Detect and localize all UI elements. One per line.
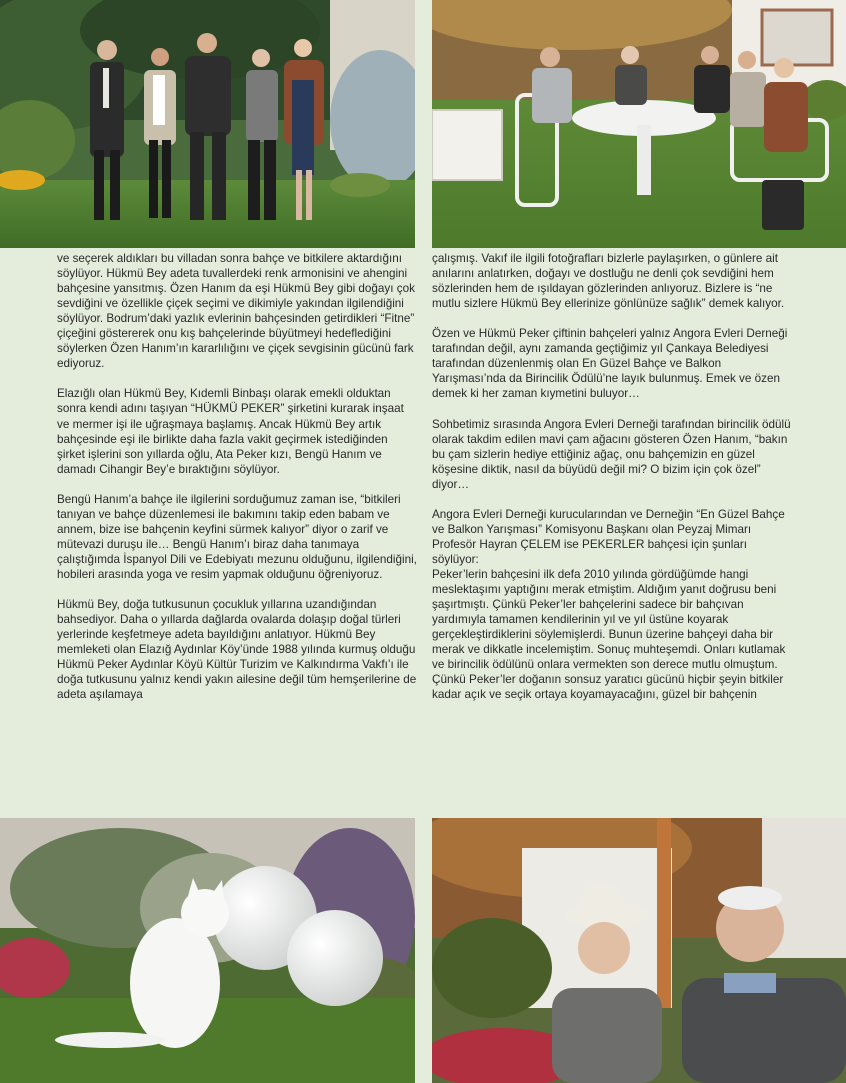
garden-table-photo — [432, 0, 846, 248]
article-right-column — [432, 251, 794, 717]
right-paragraph-2: Özen ve Hükmü Peker çiftinin bahçeleri yalnız Angora Evleri Derneği tarafından değil, aynı zamanda geçtiğimiz yıl Çankaya Belediyesi tarafından düzenlenmiş olan En Güzel Bahçe ve Balkon Yarışması’nda da Birincilik Ödülü’ne layık bulunmuş. Emek ve özen demek ki her zaman kıymetini buluyor… — [432, 327, 788, 401]
family-group-photo — [0, 0, 415, 248]
left-paragraph-1: ve seçerek aldıkları bu villadan sonra bahçe ve bitkilere aktardığını söylüyor. Hükmü Bey adeta tuvallerdeki renk armonisini ve ahengini bahçesine yansıtmış. Özen Hanım da eşi Hükmü Bey gibi doğayı çok sevdiğini ve özellikle çiçek seçimi ve dikimiyle yakından ilgilendiğini söylüyor. Bodrum’daki yazlık evlerinin bahçesinden getirdikleri “Fitne” çiçeğini göstererek onu kış bahçelerinde büyütmeyi hedeflediğini söylerken Özen Hanım’ın kararlılığını ve çiçek sevgisinin gücünü fark ediyoruz. — [57, 252, 415, 371]
article-left-column — [57, 251, 417, 717]
right-paragraph-3: Sohbetimiz sırasında Angora Evleri Derneği tarafından birincilik ödülü olarak takdim edilen mavi çam ağacını gösteren Özen Hanım, “bakın bu çam sizlerin hediye ettiğiniz ağaç, onu bahçemizin en güzel köşesine diktik, nasıl da büyüdü değil mi? O bizim için çok özel” diyor… — [432, 417, 791, 491]
left-paragraph-4: Hükmü Bey, doğa tutkusunun çocukluk yıllarına uzandığından bahsediyor. Daha o yıllarda dağlarda ovalarda dolaşıp doğal türleri yerlerinde keşfetmeye adeta bayıldığını anlatıyor. Hükmü Bey memleketi olan Elazığ Aydınlar Köy’ünde 1988 yılında kurmuş olduğu Hükmü Peker Aydınlar Köyü Kültür Turizim ve Kalkındırma Vakfı’ı ile doğa tutkusunu yalnız kendi yakın ailesine değil tüm hemşerilerine de adeta aşılamaya — [57, 598, 417, 702]
white-cat-photo — [0, 818, 415, 1083]
right-paragraph-4-intro: Angora Evleri Derneği kurucularından ve Derneğin “En Güzel Bahçe ve Balkon Yarışması” Komisyonu Başkanı olan Peyzaj Mimarı Profesör Hayran ÇELEM ise PEKERLER bahçesi için şunları söylüyor: — [432, 507, 785, 566]
right-paragraph-4-quote: Peker’lerin bahçesini ilk defa 2010 yılında gördüğümde hangi meslektaşımı yaptığını merak etmiştim. Aldığım yanıt doğrusu beni şaşırtmıştı. Çünkü Peker’ler bahçelerini sadece bir bahçıvan yardımıyla tamamen kendilerinin yıl ve yıl üstüne koyarak gerçekleştirdiklerini söylemişlerdi. Bunun üzerine bahçeyi daha bir merak ve dikkatle incelemiştim. Sonuç muhteşemdi. Onları kutlamak ve birincilik ödülünü onlara vermekten son derece mutlu olmuştum. Çünkü Peker’ler doğanın sonsuz yaratıcı gücünü hiçbir şeyin bitkiler kadar açık ve seçik ortaya koyamayacağını, güzel bir bahçenin — [432, 567, 786, 702]
right-paragraph-1: çalışmış. Vakıf ile ilgili fotoğrafları bizlerle paylaşırken, o günlere ait anılarını anlatırken, doğayı ve dostluğu ne denli çok sevdiğini hem sözlerinden hem de ışıldayan gözlerinden anlıyoruz. Bizlere is “ne mutlu sizlere Hükmü Bey ellerinize gönlünüze sağlık” demek kalıyor. — [432, 252, 785, 311]
left-paragraph-3: Bengü Hanım’a bahçe ile ilgilerini sorduğumuz zaman ise, “bitkileri tanıyan ve bahçe düzenlemesi ile bakımını takip eden babam ve annem, bize ise bahçenin keyfini sürmek kalıyor” diyor o zarif ve mütevazi duruşu ile… Bengü Hanım’ı biraz daha tanımaya çalıştığımda İspanyol Dili ve Edebiyatı mezunu olduğunu, ilgilendiğini, hobileri arasında yoga ve resim yapmak olduğunu öğreniyoruz. — [57, 492, 417, 581]
elderly-couple-photo — [432, 818, 846, 1083]
left-paragraph-2: Elazığlı olan Hükmü Bey, Kıdemli Binbaşı olarak emekli olduktan sonra kendi adını taşıyan “HÜKMÜ PEKER” şirketini kurarak inşaat ve mermer işi ile uğraşmaya başlamış. Ancak Hükmü Bey artık bahçesinde eşi ile birlikte daha fazla vakit geçirmek istediğinden şirket işlerini son yıllarda oğlu, Ata Peker kızı, Bengü Hanım ve damadı Cihangir Bey’e bıraktığını söylüyor. — [57, 387, 404, 476]
